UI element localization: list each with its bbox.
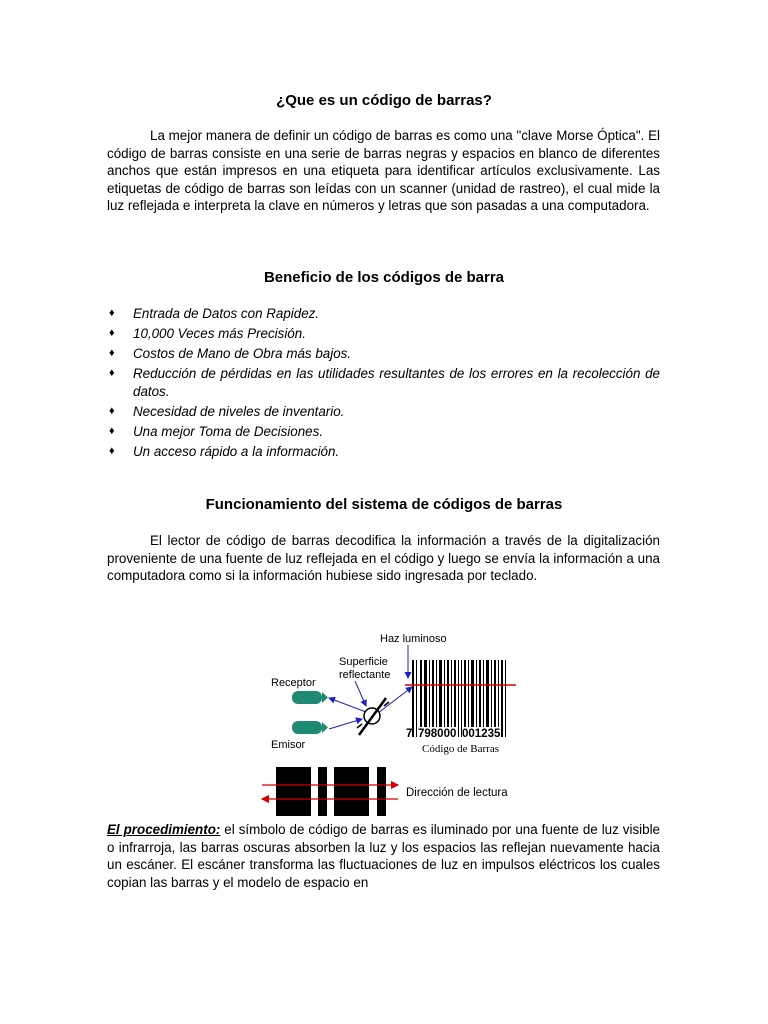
heading-que-es: ¿Que es un código de barras? [276,92,492,109]
list-item-text: Costos de Mano de Obra más bajos. [133,346,352,362]
diamond-bullet-icon: ♦ [109,424,115,437]
list-item-text: Entrada de Datos con Rapidez. [133,306,320,321]
label-emisor: Emisor [271,739,306,751]
receptor-sensor [292,691,322,704]
diamond-bullet-icon: ♦ [109,347,115,360]
label-superficie: Superficie [339,656,388,668]
heading-beneficio: Beneficio de los códigos de barra [263,269,505,286]
list-item-text: 10,000 Veces más Precisión. [133,326,306,342]
list-item-text: Reducción de pérdidas en las utilidades resultantes de los errores en la recolección de datos. [133,366,660,399]
receptor-tip [322,692,328,703]
list-item-text: Un acceso rápido a la información. [133,444,340,460]
label-haz-luminoso: Haz luminoso [380,633,447,645]
emisor-tip [322,722,328,733]
paragraph-definicion-text: La mejor manera de definir un código de barras es como una "clave Morse Óptica". El código de barras consiste en una serie de barras negras y espacios en blanco de diferentes anchos que están impresos en una etiqueta para identificar artículos exclusivamente. Las etiquetas de código de barras son leídas con un scanner (unidad de rastreo), el cual mide la luz reflejada e interpreta la clave en números y letras que son pasadas a una computadora. [107,128,660,213]
label-receptor: Receptor [271,677,316,689]
diamond-bullet-icon: ♦ [109,445,115,458]
barcode-caption: Código de Barras [422,743,499,755]
label-direccion-lectura: Dirección de lectura [406,787,508,799]
list-item-text: Necesidad de niveles de inventario. [133,403,345,419]
label-reflectante: reflectante [339,669,391,681]
emisor-sensor [292,721,322,734]
diamond-bullet-icon: ♦ [109,327,115,340]
procedimiento-text: el símbolo de código de barras es iluminado por una fuente de luz visible o infrarroja, las barras oscuras absorben la luz y los espacios las reflejan nuevamente hacia un escáner. El escáner transforma las fluctuaciones de luz en impulsos eléctricos los cuales copian las barras y el modelo de espacio en [107,822,661,890]
heading-funcionamiento: Funcionamiento del sistema de códigos de barras [205,496,563,513]
diamond-bullet-icon: ♦ [109,404,115,417]
paragraph-funcionamiento-text: El lector de código de barras decodifica la información a través de la digitalización proveniente de una fuente de luz reflejada en el código y luego se envía la información a una computadora como si la información hubiese sido ingresada por teclado. [107,533,660,583]
barcode-digits-group2: 001235 [462,728,501,740]
mirror-icon [357,698,389,735]
paragraph-procedimiento [107,821,660,891]
barcode-digits-group1: 798000 [418,728,457,740]
barcode-digit-first: 7 [406,728,413,740]
diamond-bullet-icon: ♦ [109,367,115,380]
receptor-beam [329,698,366,712]
list-item-text: Una mejor Toma de Decisiones. [133,423,324,439]
barcode-image [412,660,506,737]
superficie-arrow [355,681,366,706]
reading-bars [276,767,386,816]
procedimiento-label: El procedimiento: [107,822,221,837]
diamond-bullet-icon: ♦ [109,307,115,319]
